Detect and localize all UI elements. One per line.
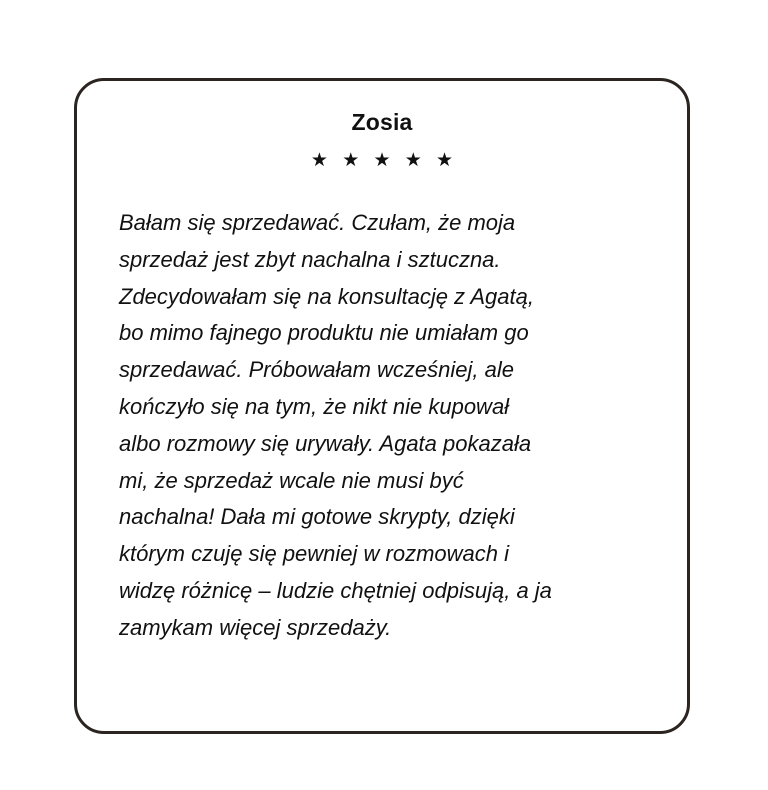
star-icon: ★ bbox=[342, 150, 360, 171]
review-line: nachalna! Dała mi gotowe skrypty, dzięki bbox=[119, 504, 515, 530]
review-line: zamykam więcej sprzedaży. bbox=[119, 614, 392, 640]
review-line: bo mimo fajnego produktu nie umiałam go bbox=[119, 320, 529, 346]
review-line: widzę różnicę – ludzie chętniej odpisują, a ja bbox=[119, 577, 552, 603]
star-icon: ★ bbox=[436, 150, 454, 171]
review-line: sprzedaż jest zbyt nachalna i sztuczna. bbox=[119, 246, 501, 272]
review-line: Zdecydowałam się na konsultację z Agatą, bbox=[119, 283, 534, 309]
testimonial-card bbox=[74, 78, 690, 734]
review-line: którym czuję się pewniej w rozmowach i bbox=[119, 541, 510, 567]
star-icon: ★ bbox=[404, 150, 422, 171]
review-line: kończyło się na tym, że nikt nie kupował bbox=[119, 393, 510, 419]
review-line: albo rozmowy się urywały. Agata pokazała bbox=[119, 430, 532, 456]
star-icon: ★ bbox=[310, 150, 328, 171]
star-icon: ★ bbox=[373, 150, 391, 171]
author-name: Zosia bbox=[351, 109, 413, 135]
review-text bbox=[119, 205, 659, 647]
star-rating bbox=[77, 149, 687, 173]
review-line: Bałam się sprzedawać. Czułam, że moja bbox=[119, 210, 516, 235]
review-line: mi, że sprzedaż wcale nie musi być bbox=[119, 467, 464, 493]
review-line: sprzedawać. Próbowałam wcześniej, ale bbox=[119, 357, 514, 383]
